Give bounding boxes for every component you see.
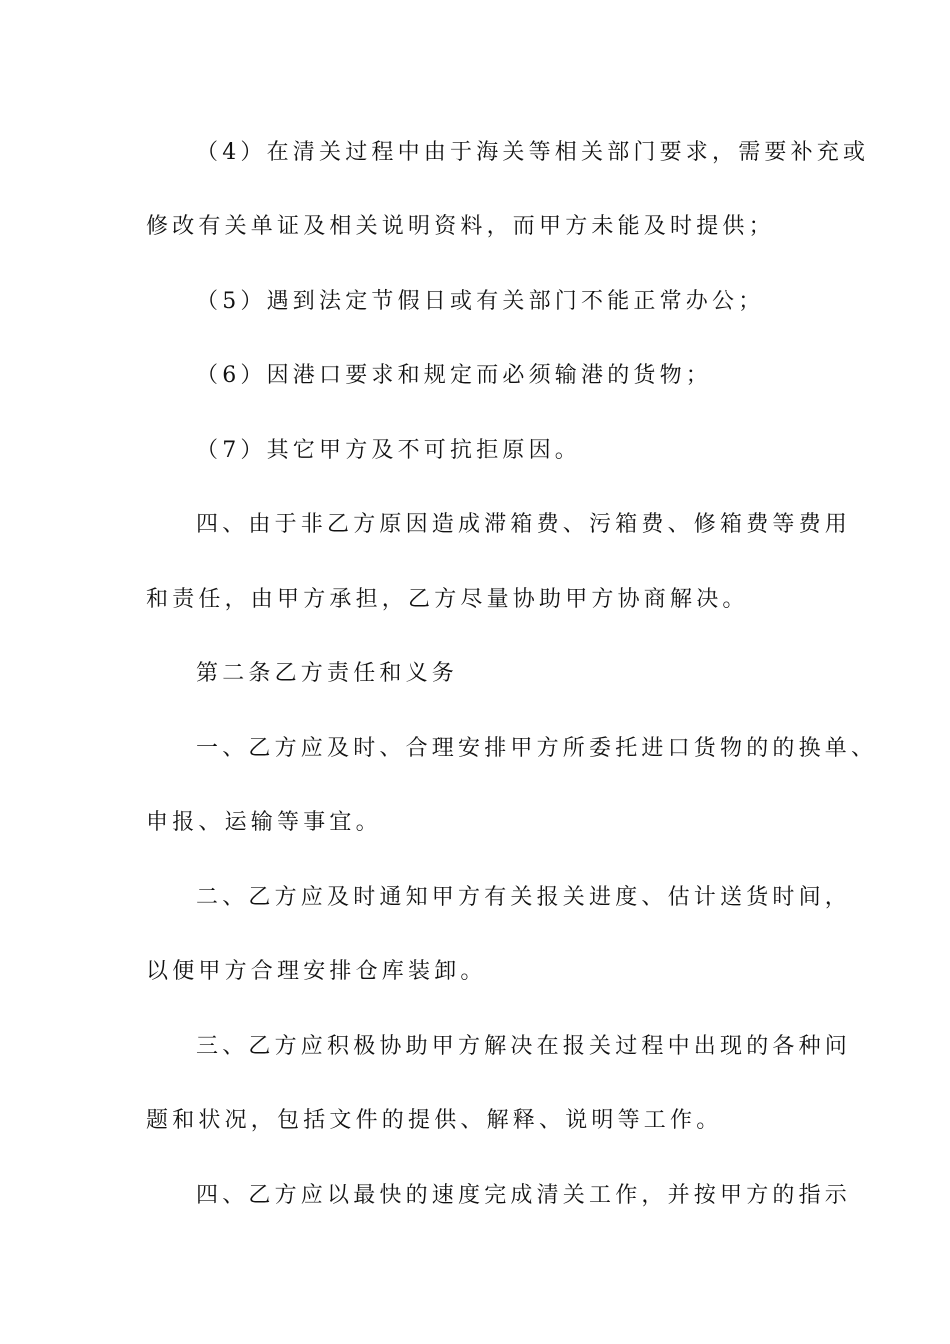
duty-one-line-2: 申报、运输等事宜。 [146, 810, 382, 835]
clause-item-6: （6）因港口要求和规定而必须输港的货物； [196, 363, 712, 388]
duty-three-line-2: 题和状况，包括文件的提供、解释、说明等工作。 [146, 1108, 723, 1133]
duty-two-line-1: 二、乙方应及时通知甲方有关报关进度、估计送货时间， [196, 885, 852, 910]
duty-three-line-1: 三、乙方应积极协助甲方解决在报关过程中出现的各种问 [196, 1034, 852, 1059]
clause-item-5: （5）遇到法定节假日或有关部门不能正常办公； [196, 289, 765, 314]
duty-two-line-2: 以便甲方合理安排仓库装卸。 [146, 959, 487, 984]
clause-item-4-line-1: （4）在清关过程中由于海关等相关部门要求，需要补充或 [196, 140, 870, 165]
duty-one-line-1: 一、乙方应及时、合理安排甲方所委托进口货物的的换单、 [196, 736, 878, 761]
clause-item-7: （7）其它甲方及不可抗拒原因。 [196, 438, 581, 463]
duty-four-line-1: 四、乙方应以最快的速度完成清关工作，并按甲方的指示 [196, 1183, 852, 1208]
clause-four-line-1: 四、由于非乙方原因造成滞箱费、污箱费、修箱费等费用 [196, 512, 852, 537]
clause-item-4-line-2: 修改有关单证及相关说明资料，而甲方未能及时提供； [146, 214, 775, 239]
article-two-heading: 第二条乙方责任和义务 [196, 661, 459, 686]
clause-four-line-2: 和责任，由甲方承担，乙方尽量协助甲方协商解决。 [146, 587, 749, 612]
